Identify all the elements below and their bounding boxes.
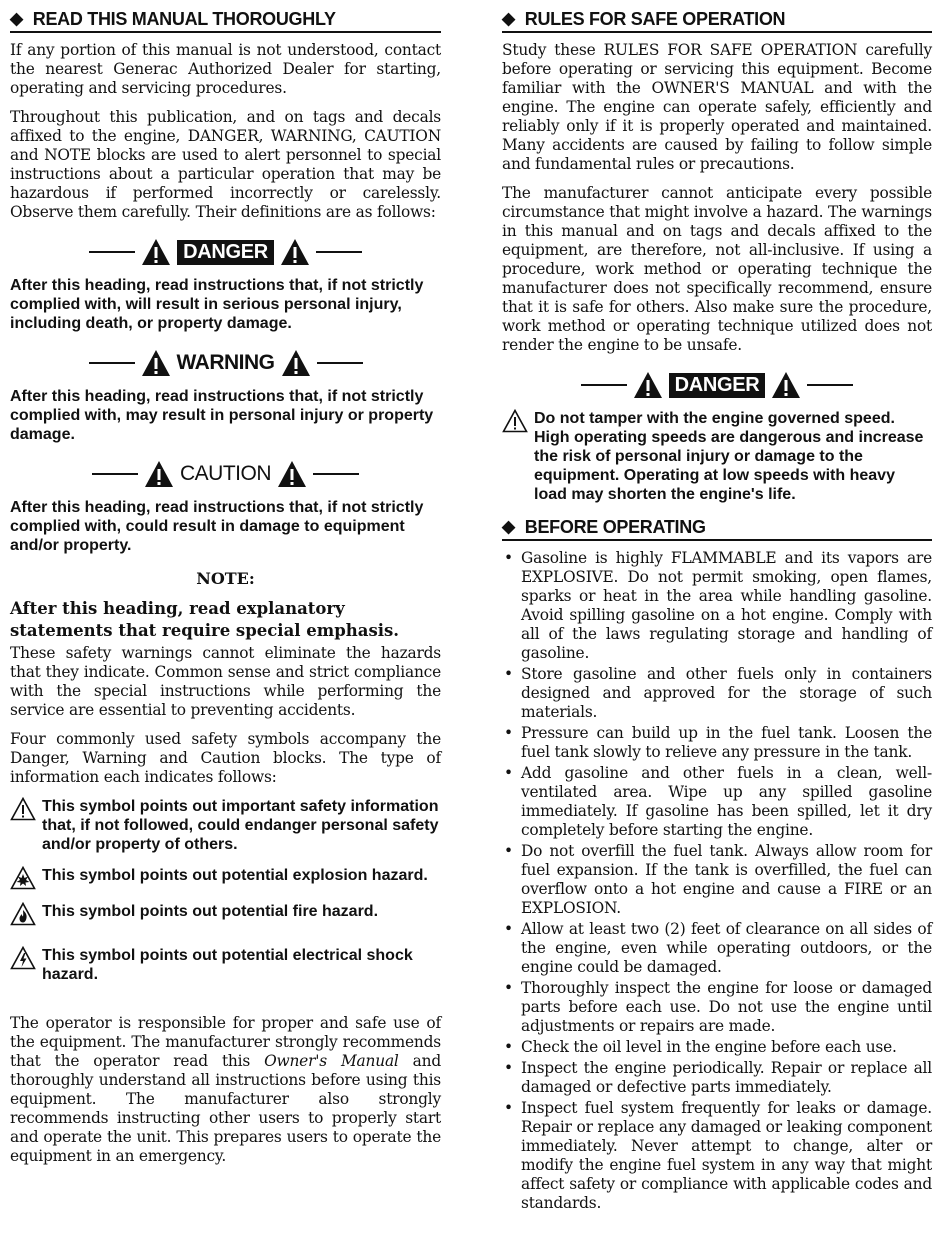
danger-banner xyxy=(10,232,441,272)
list-item: • Gasoline is highly FLAMMABLE and its vapors are EXPLOSIVE. Do not permit smoking, open flames, sparks or heat in the area while handling gasoline. Avoid spilling gasoline on a hot engine. Comply with all of the laws regulating storage and handling of gasoline. xyxy=(502,549,932,663)
intro-paragraph: If any portion of this manual is not understood, contact the nearest Generac Authorized Dealer for starting, operating and servicing procedures. xyxy=(10,41,441,97)
rules-paragraph: Study these RULES FOR SAFE OPERATION carefully before operating or servicing this equipment. Become familiar with the OWNER'S MANUAL and with the engine. The engine can operate safely, efficiently and reliably only if it is properly operated and maintained. Many accidents are caused by failing to follow simple and fundamental rules or precautions. xyxy=(502,41,932,173)
divider-line xyxy=(317,362,363,364)
warning-triangle-icon xyxy=(281,349,311,377)
warning-triangle-icon xyxy=(141,238,171,266)
warning-triangle-icon xyxy=(277,460,307,488)
warning-banner xyxy=(10,343,441,383)
list-item: • Inspect the engine periodically. Repair or replace all damaged or defective parts immediately. xyxy=(502,1059,932,1097)
symbol-row-explosion xyxy=(10,866,441,890)
fire-hazard-icon xyxy=(10,902,36,926)
list-item: • Store gasoline and other fuels only in containers designed and approved for the storage of such materials. xyxy=(502,665,932,722)
symbol-description: This symbol points out potential explosion hazard. xyxy=(42,867,428,884)
divider-line xyxy=(807,384,853,386)
caution-label: CAUTION xyxy=(180,462,271,485)
caution-banner xyxy=(10,454,441,494)
list-item: • Pressure can build up in the fuel tank. Loosen the fuel tank slowly to relieve any pressure in the tank. xyxy=(502,724,932,762)
warning-triangle-icon xyxy=(141,349,171,377)
symbol-row-safety xyxy=(10,797,441,854)
heading-text: BEFORE OPERATING xyxy=(524,517,706,537)
heading-text: READ THIS MANUAL THOROUGHLY xyxy=(32,9,336,29)
warning-definition: After this heading, read instructions that, if not strictly complied with, may result in personal injury or property damage. xyxy=(10,388,434,443)
operator-paragraph xyxy=(10,1014,441,1166)
electrical-shock-icon xyxy=(10,946,36,970)
explosion-hazard-icon xyxy=(10,866,36,890)
section-heading-read-manual xyxy=(10,8,441,33)
heading-text: RULES FOR SAFE OPERATION xyxy=(524,9,786,29)
caution-definition: After this heading, read instructions that, if not strictly complied with, could result in damage to equipment and/or property. xyxy=(10,499,424,554)
manufacturer-paragraph: The manufacturer cannot anticipate every possible circumstance that might involve a hazard. The warnings in this manual and on tags and decals affixed to the equipment, are therefore, not all-inclusive. If using a procedure, work method or operating technique the manufacturer does not specifically recommend, ensure that it is safe for others. Also make sure the procedure, work method or operating technique utilized does not render the engine to be unsafe. xyxy=(502,184,932,354)
danger-definition: After this heading, read instructions that, if not strictly complied with, will result in serious personal injury, including death, or property damage. xyxy=(10,277,424,332)
symbols-intro-paragraph: Four commonly used safety symbols accompany the Danger, Warning and Caution blocks. The type of information each indicates follows: xyxy=(10,730,441,786)
diamond-bullet-icon: ◆ xyxy=(502,9,515,28)
list-item: • Inspect fuel system frequently for leaks or damage. Repair or replace any damaged or leaking component immediately. Never attempt to change, alter or modify the engine fuel system in any way that might affect safety or compliance with applicable codes and standards. xyxy=(502,1099,932,1213)
governed-speed-warning xyxy=(502,409,932,504)
hazard-paragraph: These safety warnings cannot eliminate the hazards that they indicate. Common sense and strict compliance with the special instructions while performing the service are essential to preventing accidents. xyxy=(10,644,441,719)
section-heading-rules xyxy=(502,8,932,33)
warning-triangle-icon xyxy=(144,460,174,488)
divider-line xyxy=(89,362,135,364)
note-label: NOTE: xyxy=(196,569,255,588)
danger-label: DANGER xyxy=(669,373,766,398)
list-item: • Allow at least two (2) feet of clearance on all sides of the engine, even while operating outdoors, or the engine could be damaged. xyxy=(502,920,932,977)
symbol-description: This symbol points out important safety information that, if not followed, could endanger personal safety and/or property of others. xyxy=(42,798,439,853)
operator-text-a: The operator is responsible for proper and safe use of the equipment. The manufacturer strongly recommends that the operator read this xyxy=(10,1014,441,1070)
list-item: • Add gasoline and other fuels in a clean, well-ventilated area. Wipe up any spilled gasoline immediately. If gasoline has been spilled, let it dry completely before starting the engine. xyxy=(502,764,932,840)
symbol-description: This symbol points out potential electrical shock hazard. xyxy=(42,947,413,983)
left-column xyxy=(10,8,441,1176)
warning-triangle-icon xyxy=(633,371,663,399)
warning-triangle-icon xyxy=(502,409,528,433)
note-definition: After this heading, read explanatory statements that require special emphasis. xyxy=(10,599,400,640)
symbol-row-electrical xyxy=(10,946,441,984)
definitions-paragraph: Throughout this publication, and on tags and decals affixed to the engine, DANGER, WARNING, CAUTION and NOTE blocks are used to alert personnel to special instructions about a particular operation that may be hazardous if performed incorrectly or carelessly. Observe them carefully. Their definitions are as follows: xyxy=(10,108,441,221)
list-item: • Do not overfill the fuel tank. Always allow room for fuel expansion. If the tank is overfilled, the fuel can overflow onto a hot engine and cause a FIRE or an EXPLOSION. xyxy=(502,842,932,918)
danger-banner xyxy=(502,365,932,405)
warning-triangle-icon xyxy=(280,238,310,266)
symbol-row-fire xyxy=(10,902,441,926)
right-column xyxy=(502,8,932,1215)
danger-instruction: Do not tamper with the engine governed speed. High operating speeds are dangerous and increase the risk of personal injury or damage to the equipment. Operating at low speeds with heavy load may shorten the engine's life. xyxy=(534,410,924,503)
warning-triangle-icon xyxy=(10,797,36,821)
before-operating-list xyxy=(502,549,932,1213)
operator-text-b: and thoroughly understand all instructions before using this equipment. The manufacturer also strongly recommends instructing other users to properly start and operate the unit. This prepares users to operate the equipment in an emergency. xyxy=(10,1052,441,1165)
symbol-description: This symbol points out potential fire hazard. xyxy=(42,903,379,920)
warning-label: WARNING xyxy=(176,351,275,374)
section-heading-before-operating xyxy=(502,516,932,541)
owners-manual-italic: Owner's Manual xyxy=(264,1052,399,1070)
divider-line xyxy=(89,251,135,253)
danger-label: DANGER xyxy=(177,240,274,265)
divider-line xyxy=(313,473,359,475)
list-item: • Thoroughly inspect the engine for loose or damaged parts before each use. Do not use the engine until adjustments or repairs are made. xyxy=(502,979,932,1036)
divider-line xyxy=(92,473,138,475)
list-item: • Check the oil level in the engine before each use. xyxy=(502,1038,932,1057)
diamond-bullet-icon: ◆ xyxy=(10,9,23,28)
divider-line xyxy=(316,251,362,253)
diamond-bullet-icon: ◆ xyxy=(502,517,515,536)
warning-triangle-icon xyxy=(771,371,801,399)
divider-line xyxy=(581,384,627,386)
